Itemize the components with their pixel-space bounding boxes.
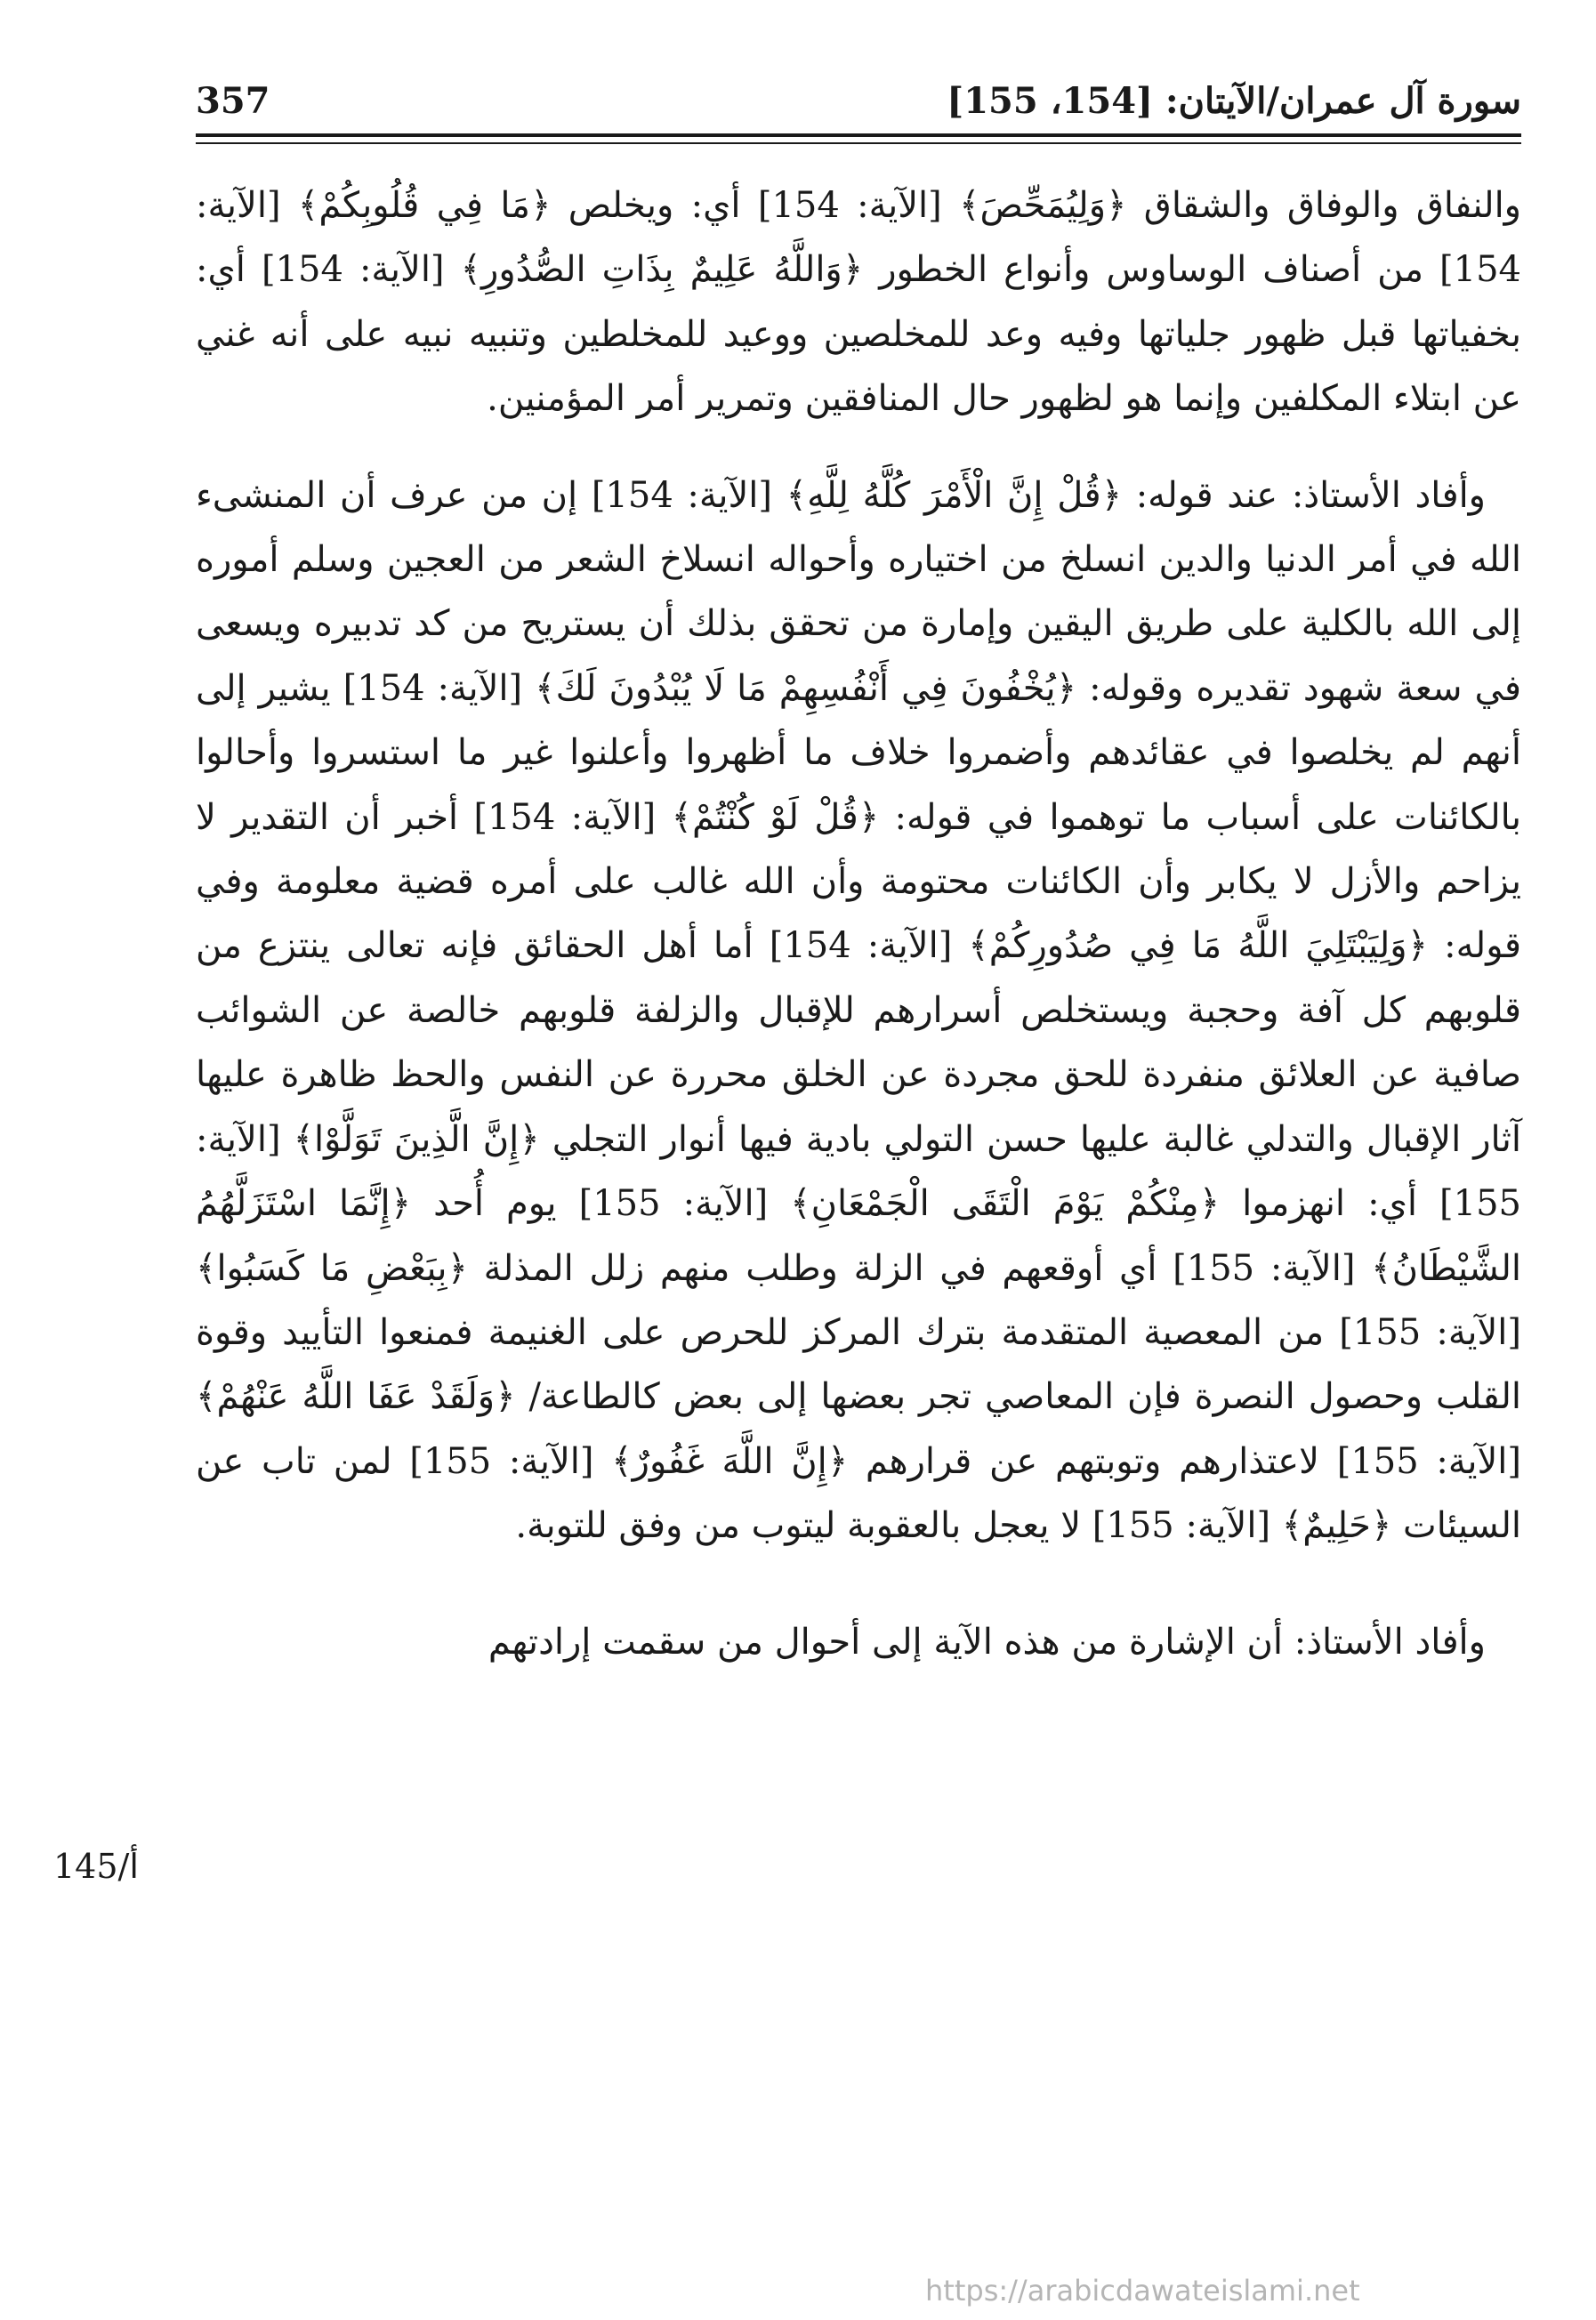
- paragraph-3: وأفاد الأستاذ: أن الإشارة من هذه الآية إلى أحوال من سقمت إرادتهم: [488, 1621, 1486, 1663]
- manuscript-folio-marker: 145/أ: [53, 1847, 139, 1886]
- watermark-url: https://arabicdawateislami.net: [925, 2274, 1360, 2308]
- header-rule-thick: [196, 133, 1521, 137]
- running-header: [196, 75, 1521, 128]
- paragraph-2: وأفاد الأستاذ: عند قوله: ﴿قُلْ إِنَّ الْأَمْرَ كُلَّهُ لِلَّهِ﴾ [الآية: 154] إن من عرف أن المنشىء الله في أمر الدنيا والدين انسلخ من اختياره وأحواله انسلاخ الشعر من العجين وسلم أموره إلى الله بالكلية على طريق اليقين وإمارة من تحقق بذلك أن يستريح من كد تدبيره ويسعى في سعة شهود تقديره وقوله: ﴿يُخْفُونَ فِي أَنْفُسِهِمْ مَا لَا يُبْدُونَ لَكَ﴾ [الآية: 154] يشير إلى أنهم لم يخلصوا في عقائدهم وأضمروا خلاف ما أظهروا وأعلنوا غير ما استسروا وأحالوا بالكائنات على أسباب ما توهموا في قوله: ﴿قُلْ لَوْ كُنْتُمْ﴾ [الآية: 154] أخبر أن التقدير لا يزاحم والأزل لا يكابر وأن الكائنات محتومة وأن الله غالب على أمره قضية معلومة وفي قوله: ﴿وَلِيَبْتَلِيَ اللَّهُ مَا فِي صُدُورِكُمْ﴾ [الآية: 154] أما أهل الحقائق فإنه تعالى ينتزع من قلوبهم كل آفة وحجبة ويستخلص أسرارهم للإقبال والزلفة قلوبهم خالصة عن الشوائب صافية عن العلائق منفردة للحق مجردة عن الخلق محررة عن النفس والحظ ظاهرة عليها آثار الإقبال والتدلي غالبة عليها حسن التولي بادية فيها أنوار التجلي ﴿إِنَّ الَّذِينَ تَوَلَّوْا﴾ [الآية: 155] أي: انهزموا ﴿مِنْكُمْ يَوْمَ الْتَقَى الْجَمْعَانِ﴾ [الآية: 155] يوم أُحد ﴿إِنَّمَا اسْتَزَلَّهُمُ الشَّيْطَانُ﴾ [الآية: 155] أي أوقعهم في الزلة وطلب منهم زلل المذلة ﴿بِبَعْضِ مَا كَسَبُوا﴾ [الآية: 155] من المعصية المتقدمة بترك المركز للحرص على الغنيمة فمنعوا التأييد وقوة القلب وحصول النصرة فإن المعاصي تجر بعضها إلى بعض كالطاعة/ ﴿وَلَقَدْ عَفَا اللَّهُ عَنْهُمْ﴾ [الآية: 155] لاعتذارهم وتوبتهم عن قرارهم ﴿إِنَّ اللَّهَ غَفُورٌ﴾ [الآية: 155] لمن تاب عن السيئات ﴿حَلِيمٌ﴾ [الآية: 155] لا يعجل بالعقوبة ليتوب من وفق للتوبة.: [196, 474, 1522, 1547]
- main-text: [196, 173, 1521, 1674]
- paragraph-1: والنفاق والوفاق والشقاق ﴿وَلِيُمَحِّصَ﴾ [الآية: 154] أي: ويخلص ﴿مَا فِي قُلُوبِكُمْ﴾ [الآية: 154] من أصناف الوساوس وأنواع الخطور ﴿وَاللَّهُ عَلِيمٌ بِذَاتِ الصُّدُورِ﴾ [الآية: 154] أي: بخفياتها قبل ظهور جلياتها وفيه وعد للمخلصين ووعيد للمخلطين وتنبيه نبيه على أنه غني عن ابتلاء المكلفين وإنما هو لظهور حال المنافقين وتمرير أمر المؤمنين.: [196, 185, 1522, 420]
- surah-title: سورة آل عمران/الآيتان: [154، 155]: [947, 80, 1521, 122]
- header-rule-thin: [196, 142, 1521, 144]
- page-number: 357: [196, 80, 270, 122]
